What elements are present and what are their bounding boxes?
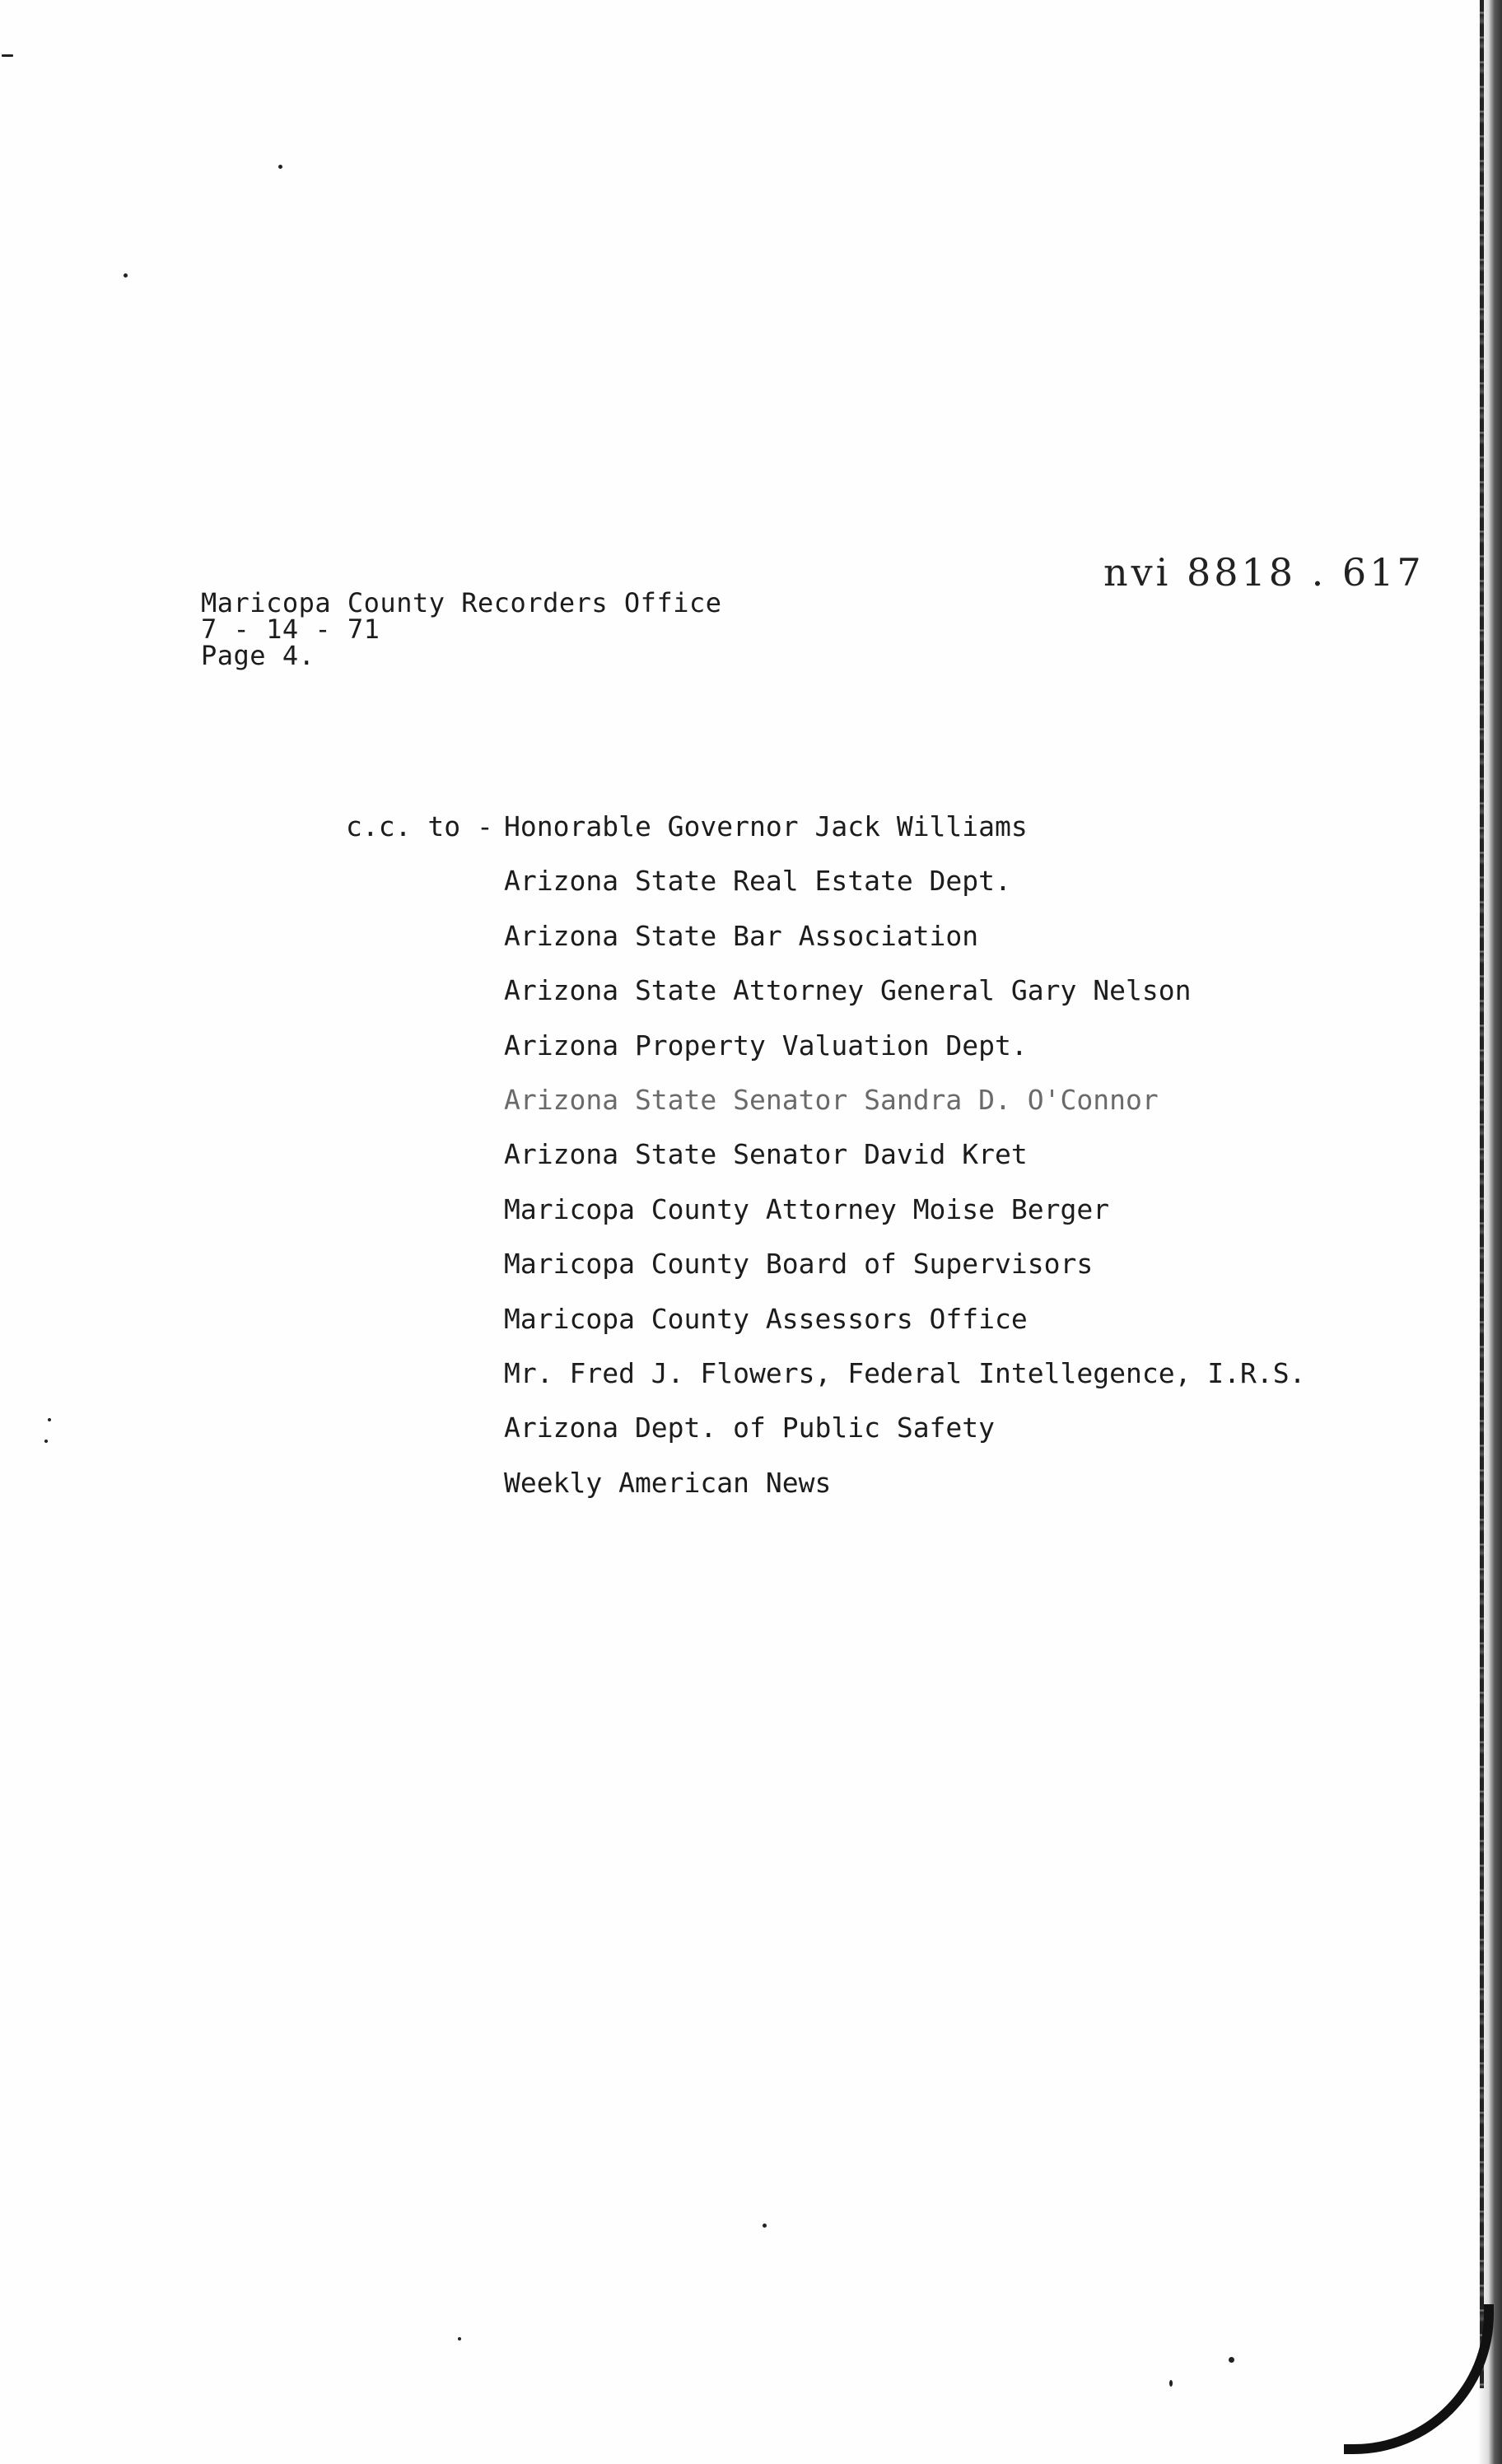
scan-speck bbox=[763, 2224, 767, 2228]
scan-speck bbox=[1169, 2380, 1173, 2387]
scan-speck bbox=[1229, 2357, 1234, 2363]
cc-recipient: Arizona State Senator David Kret bbox=[504, 1138, 1028, 1171]
scan-speck bbox=[44, 1440, 48, 1443]
scan-speck bbox=[278, 165, 282, 169]
page-number: Page 4. bbox=[201, 640, 315, 671]
cc-recipient: Maricopa County Attorney Moise Berger bbox=[504, 1192, 1110, 1225]
letter-header bbox=[201, 587, 722, 671]
scan-speck bbox=[458, 2337, 461, 2340]
page-corner-curl bbox=[1344, 2304, 1494, 2454]
cc-recipient: Arizona Property Valuation Dept. bbox=[504, 1029, 1028, 1062]
cc-recipient-list bbox=[504, 810, 1306, 1521]
cc-recipient: Weekly American News bbox=[504, 1466, 832, 1499]
scan-speck bbox=[124, 273, 128, 278]
cc-recipient: Maricopa County Board of Supervisors bbox=[504, 1248, 1094, 1281]
cc-recipient: Arizona State Bar Association bbox=[504, 919, 979, 952]
cc-recipient: Arizona Dept. of Public Safety bbox=[504, 1412, 996, 1444]
cc-recipient: Arizona State Attorney General Gary Nelson bbox=[504, 974, 1192, 1007]
recording-number: nvi 8818 . 617 bbox=[1103, 550, 1425, 595]
cc-label: c.c. to - bbox=[346, 810, 493, 842]
cc-recipient: Maricopa County Assessors Office bbox=[504, 1302, 1028, 1335]
cc-recipient: Mr. Fred J. Flowers, Federal Intellegence, I.R.S. bbox=[504, 1356, 1306, 1389]
scan-speck bbox=[48, 1418, 51, 1421]
cc-recipient: Arizona State Senator Sandra D. O'Connor bbox=[504, 1083, 1159, 1116]
scan-speck bbox=[2, 54, 13, 57]
cc-recipient: Honorable Governor Jack Williams bbox=[504, 810, 1028, 842]
office-name: Maricopa County Recorders Office bbox=[201, 587, 722, 618]
letter-date: 7 - 14 - 71 bbox=[201, 614, 380, 645]
scan-edge-line bbox=[1480, 0, 1484, 2388]
cc-recipient: Arizona State Real Estate Dept. bbox=[504, 865, 1011, 898]
